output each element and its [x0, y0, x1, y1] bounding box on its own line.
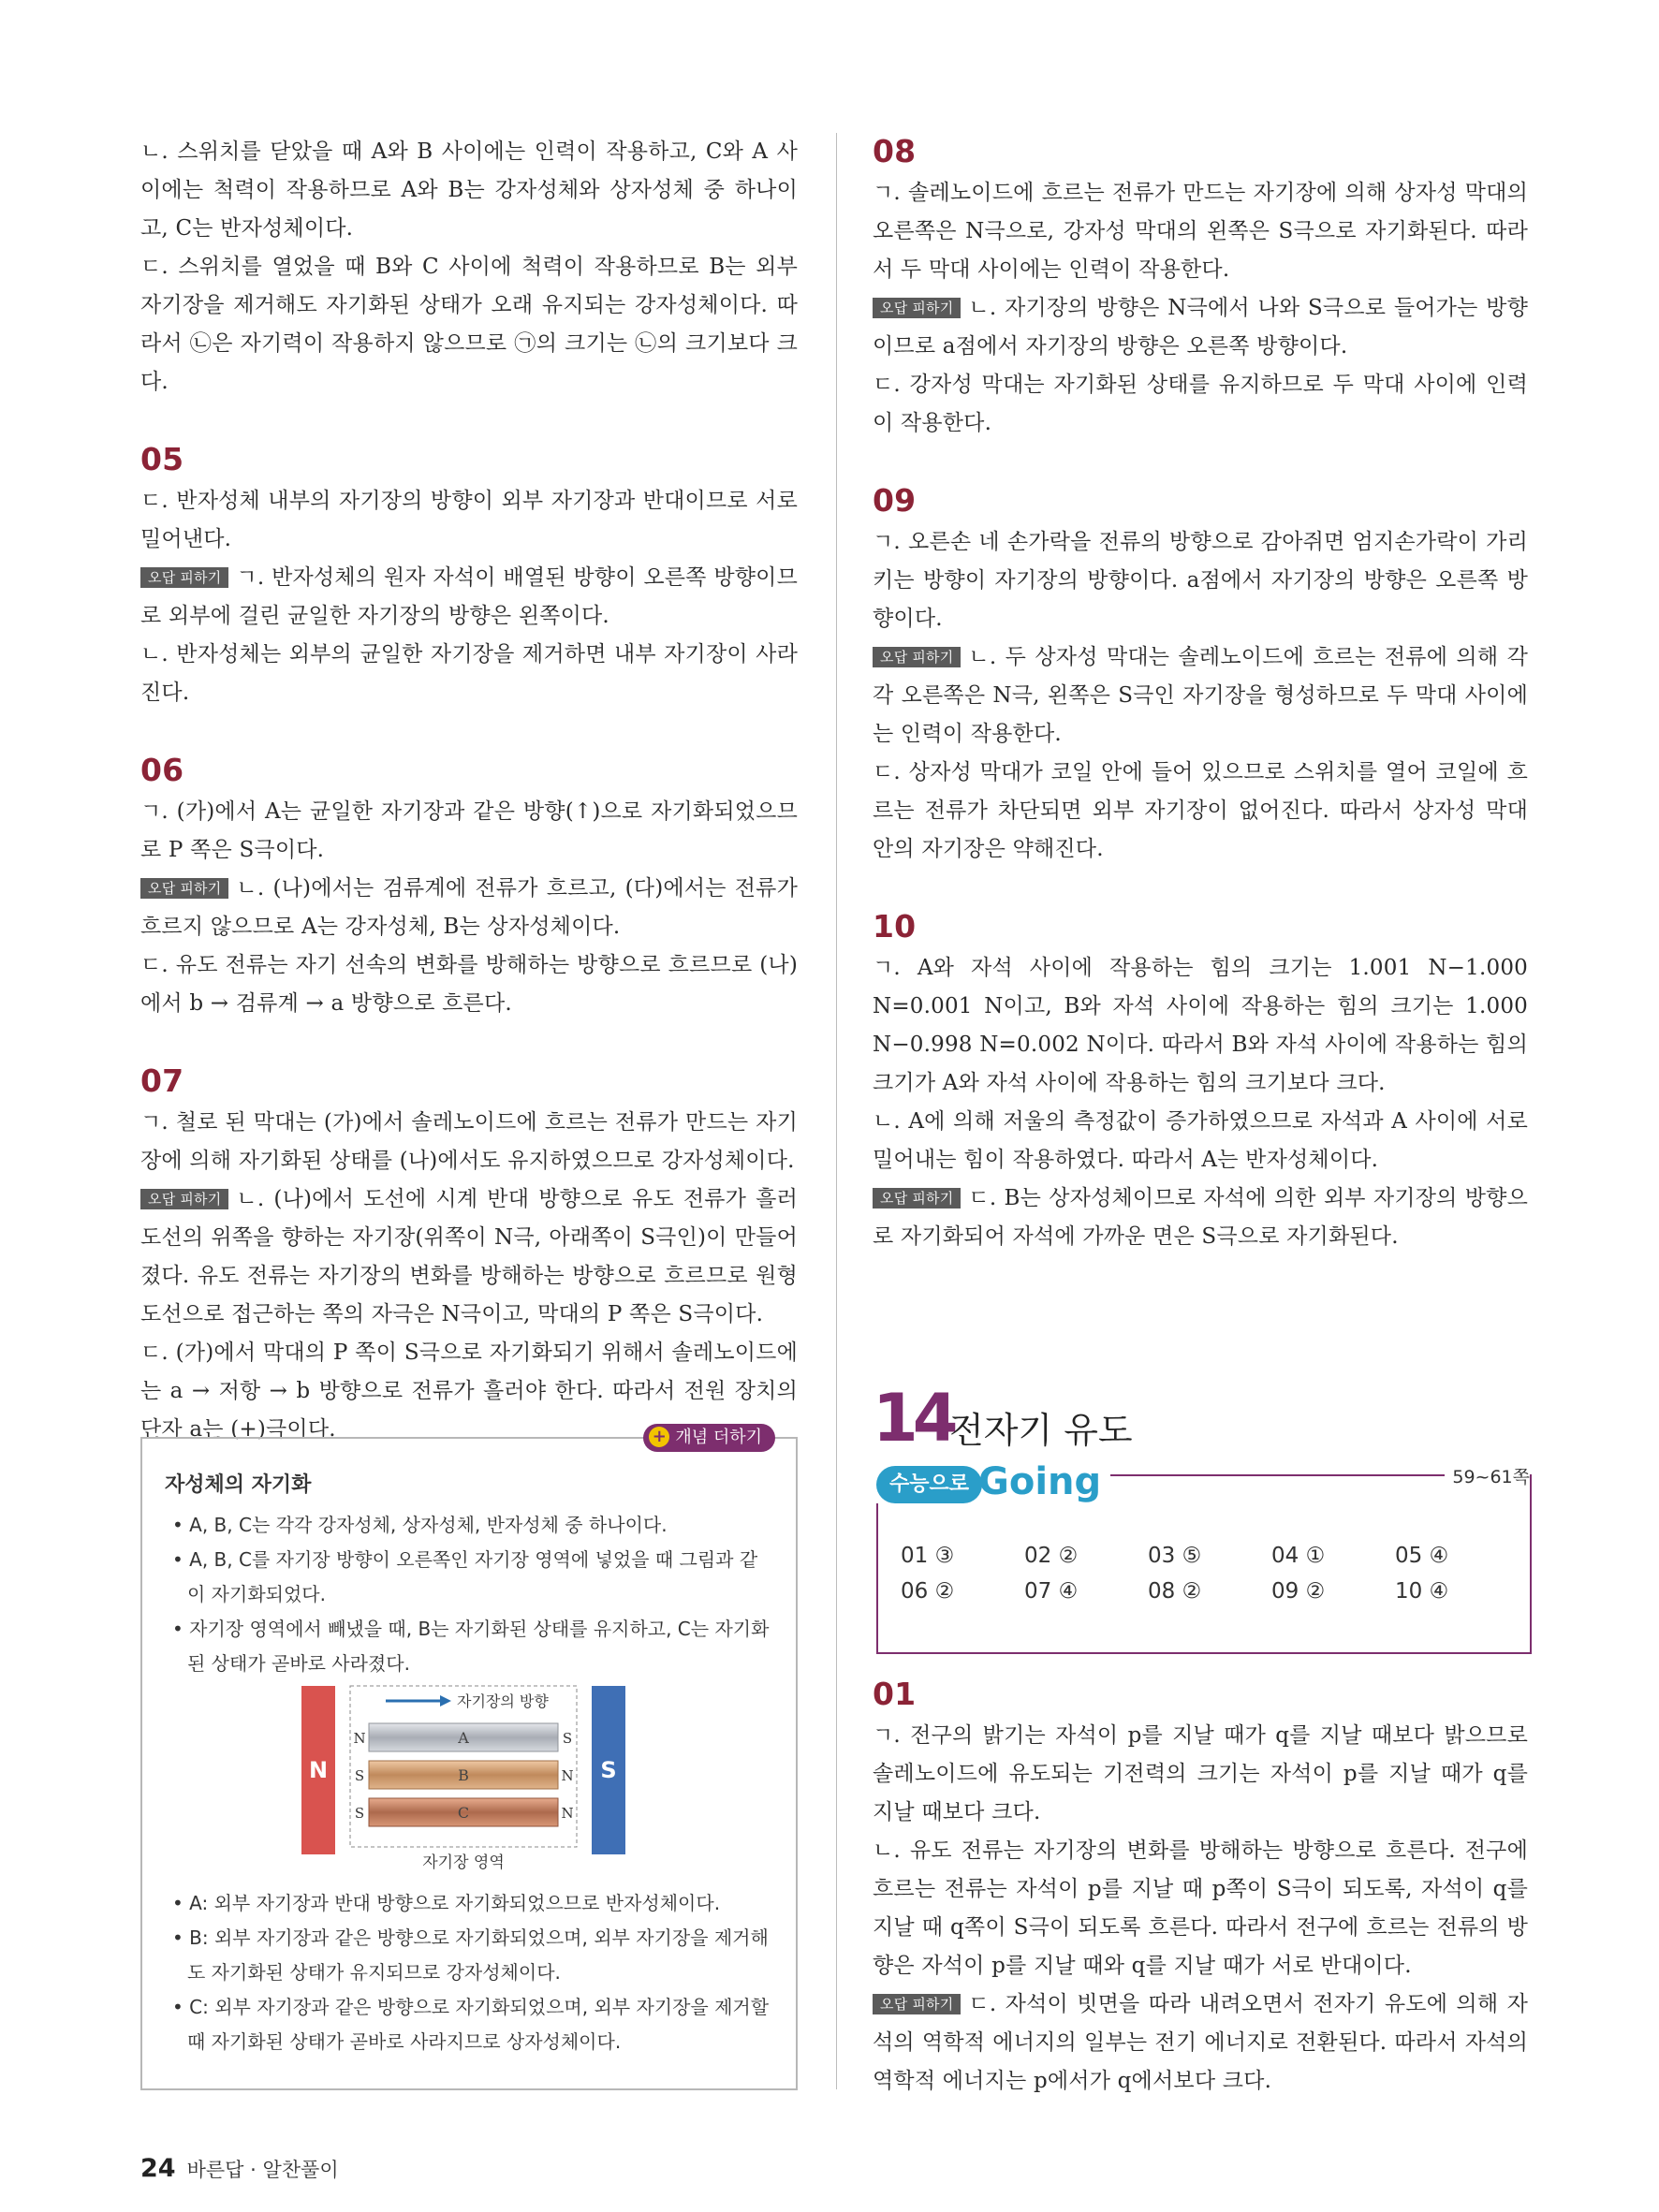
- question-number-08: 08: [873, 133, 917, 169]
- wrong-answer-tag: 오답 피하기: [140, 567, 228, 588]
- page-number: 24: [140, 2154, 176, 2183]
- bar-c-left-pole: S: [354, 1805, 365, 1822]
- bar-b-right-pole: N: [561, 1767, 574, 1784]
- answer-paragraph: 오답 피하기 ㄴ. 두 상자성 막대는 솔레노이드에 흐르는 전류에 의해 각각 오른쪽은 N극, 왼쪽은 S극인 자기장을 형성하므로 두 막대 사이에는 인력이 작용한다.: [873, 645, 1528, 746]
- book-title: 바른답 · 알찬풀이: [186, 2159, 339, 2181]
- bar-a-label: A: [458, 1729, 469, 1747]
- concept-list-top: [165, 1508, 773, 1681]
- wrong-answer-tag: 오답 피하기: [140, 1189, 228, 1209]
- answer-paragraph: 오답 피하기 ㄷ. 자석이 빗면을 따라 내려오면서 전자기 유도에 의해 자석의 역학적 에너지의 일부는 전기 에너지로 전환된다. 따라서 자석의 역학적 에너지는 p에서가 q에서보다 크다.: [873, 1992, 1528, 2093]
- chapter-number: 14: [873, 1380, 953, 1457]
- answer-paragraph: ㄴ. 스위치를 닫았을 때 A와 B 사이에는 인력이 작용하고, C와 A 사이에는 척력이 작용하므로 A와 B는 강자성체와 상자성체 중 하나이고, C는 반자성체이다.: [140, 139, 798, 241]
- wrong-answer-tag: 오답 피하기: [873, 1188, 961, 1209]
- chapter-title: 전자기 유도: [949, 1410, 1133, 1451]
- answer-item: 04 ①: [1271, 1544, 1326, 1568]
- chapter-header: [873, 1380, 1133, 1457]
- list-item: • B: 외부 자기장과 같은 방향으로 자기화되었으며, 외부 자기장을 제거해도 자기화된 상태가 유지되므로 강자성체이다.: [165, 1921, 773, 1990]
- concept-box: [140, 1427, 798, 2090]
- answer-paragraph: ㄷ. 유도 전류는 자기 선속의 변화를 방해하는 방향으로 흐르므로 (나)에서 b → 검류계 → a 방향으로 흐른다.: [140, 953, 798, 1016]
- right-column-bottom: [873, 1676, 1528, 2101]
- question-number-07: 07: [140, 1062, 184, 1099]
- answer-paragraph: 오답 피하기 ㄱ. 반자성체의 원자 자석이 배열된 방향이 오른쪽 방향이므로 외부에 걸린 균일한 자기장의 방향은 왼쪽이다.: [140, 565, 798, 628]
- bar-a-right-pole: S: [562, 1730, 573, 1747]
- answer-paragraph: ㄷ. 반자성체 내부의 자기장의 방향이 외부 자기장과 반대이므로 서로 밀어낸다.: [140, 489, 798, 551]
- wrong-answer-tag: 오답 피하기: [140, 878, 228, 899]
- magnet-n-label: N: [308, 1757, 329, 1783]
- question-number-06: 06: [140, 752, 184, 788]
- concept-list-bottom: [165, 1886, 773, 2059]
- answer-item: 06 ②: [901, 1579, 955, 1604]
- answer-paragraph: ㄴ. 반자성체는 외부의 균일한 자기장을 제거하면 내부 자기장이 사라진다.: [140, 642, 798, 705]
- answer-paragraph: 오답 피하기 ㄴ. (나)에서는 검류계에 전류가 흐르고, (다)에서는 전류가 흐르지 않으므로 A는 강자성체, B는 상자성체이다.: [140, 876, 798, 939]
- list-item: • A, B, C를 자기장 방향이 오른쪽인 자기장 영역에 넣었을 때 그림과 같이 자기화되었다.: [165, 1543, 773, 1612]
- answer-grid: [901, 1544, 1519, 1604]
- page-footer: [140, 2154, 339, 2183]
- page-range: 59~61쪽: [1445, 1463, 1530, 1488]
- column-divider: [836, 133, 837, 2089]
- magnetization-diagram: [301, 1680, 625, 1879]
- bar-b-left-pole: S: [354, 1767, 365, 1784]
- answer-item: 02 ②: [1024, 1544, 1079, 1568]
- bar-c-right-pole: N: [561, 1805, 574, 1822]
- concept-badge: + 개념 더하기: [643, 1424, 775, 1452]
- list-item: • C: 외부 자기장과 같은 방향으로 자기화되었으며, 외부 자기장을 제거할 때 자기화된 상태가 곧바로 사라지므로 상자성체이다.: [165, 1990, 773, 2059]
- magnet-s-label: S: [600, 1757, 617, 1783]
- answer-item: 10 ④: [1395, 1579, 1449, 1604]
- answer-paragraph: ㄱ. 오른손 네 손가락을 전류의 방향으로 감아쥐면 엄지손가락이 가리키는 방향이 자기장의 방향이다. a점에서 자기장의 방향은 오른쪽 방향이다.: [873, 530, 1528, 631]
- list-item: • A, B, C는 각각 강자성체, 상자성체, 반자성체 중 하나이다.: [165, 1508, 773, 1543]
- going-word: Going: [978, 1460, 1102, 1503]
- answer-item: 07 ④: [1024, 1579, 1079, 1604]
- answer-paragraph: ㄷ. 강자성 막대는 자기화된 상태를 유지하므로 두 막대 사이에 인력이 작용한다.: [873, 373, 1528, 435]
- right-column: [873, 133, 1528, 1256]
- wrong-answer-tag: 오답 피하기: [873, 1994, 961, 2014]
- answer-paragraph: ㄱ. 솔레노이드에 흐르는 전류가 만드는 자기장에 의해 상자성 막대의 오른쪽은 N극으로, 강자성 막대의 왼쪽은 S극으로 자기화된다. 따라서 두 막대 사이에는 인력이 작용한다.: [873, 181, 1528, 282]
- answer-paragraph: ㄷ. 스위치를 열었을 때 B와 C 사이에 척력이 작용하므로 B는 외부 자기장을 제거해도 자기화된 상태가 오래 유지되는 강자성체이다. 따라서 ㉡은 자기력이 작용하지 않으므로 ㉠의 크기는 ㉡의 크기보다 크다.: [140, 255, 798, 394]
- answer-item: 03 ⑤: [1148, 1544, 1202, 1568]
- answer-paragraph: 오답 피하기 ㄷ. B는 상자성체이므로 자석에 의한 외부 자기장의 방향으로 자기화되어 자석에 가까운 면은 S극으로 자기화된다.: [873, 1186, 1528, 1249]
- answer-paragraph: ㄷ. 상자성 막대가 코일 안에 들어 있으므로 스위치를 열어 코일에 흐르는 전류가 차단되면 외부 자기장이 없어진다. 따라서 상자성 막대 안의 자기장은 약해진다.: [873, 760, 1528, 861]
- plus-icon: +: [649, 1427, 669, 1447]
- going-label: 수능으로: [876, 1466, 982, 1503]
- question-number-01: 01: [873, 1676, 917, 1712]
- answer-item: 09 ②: [1271, 1579, 1326, 1604]
- arrow-head-icon: [440, 1695, 451, 1707]
- answer-paragraph: ㄱ. 전구의 밝기는 자석이 p를 지날 때가 q를 지날 때보다 밝으므로 솔레노이드에 유도되는 기전력의 크기는 자석이 p를 지날 때가 q를 지날 때보다 크다.: [873, 1723, 1528, 1824]
- question-number-10: 10: [873, 908, 917, 945]
- answer-paragraph: ㄷ. (가)에서 막대의 P 쪽이 S극으로 자기화되기 위해서 솔레노이드에는 a → 저항 → b 방향으로 전류가 흘러야 한다. 따라서 전원 장치의 단자 a는 (+)극이다.: [140, 1340, 798, 1442]
- concept-title: 자성체의 자기화: [165, 1473, 312, 1497]
- list-item: • 자기장 영역에서 빼냈을 때, B는 자기화된 상태를 유지하고, C는 자기화된 상태가 곧바로 사라졌다.: [165, 1612, 773, 1681]
- answer-key-box: [876, 1460, 1532, 1654]
- answer-item: 05 ④: [1395, 1544, 1449, 1568]
- wrong-answer-tag: 오답 피하기: [873, 298, 961, 318]
- answer-paragraph: ㄴ. 유도 전류는 자기장의 변화를 방해하는 방향으로 흐른다. 전구에 흐르는 전류는 자석이 p를 지날 때 p쪽이 S극이 되도록, 자석이 q를 지날 때 q쪽이 S극이 되도록 흐른다. 따라서 전구에 흐르는 전류의 방향은 자석이 p를 지날 때와 q를 지날 때가 서로 반대이다.: [873, 1838, 1528, 1978]
- list-item: • A: 외부 자기장과 반대 방향으로 자기화되었으므로 반자성체이다.: [165, 1886, 773, 1921]
- answer-paragraph: ㄴ. A에 의해 저울의 측정값이 증가하였으므로 자석과 A 사이에 서로 밀어내는 힘이 작용하였다. 따라서 A는 반자성체이다.: [873, 1109, 1528, 1172]
- bar-a-left-pole: N: [353, 1730, 366, 1747]
- answer-paragraph: 오답 피하기 ㄴ. 자기장의 방향은 N극에서 나와 S극으로 들어가는 방향이므로 a점에서 자기장의 방향은 오른쪽 방향이다.: [873, 296, 1528, 359]
- field-direction-label: 자기장의 방향: [457, 1692, 549, 1710]
- answer-item: 01 ③: [901, 1544, 955, 1568]
- answer-paragraph: ㄱ. 철로 된 막대는 (가)에서 솔레노이드에 흐르는 전류가 만드는 자기장에 의해 자기화된 상태를 (나)에서도 유지하였으므로 강자성체이다.: [140, 1110, 798, 1173]
- answer-item: 08 ②: [1148, 1579, 1202, 1604]
- question-number-05: 05: [140, 441, 184, 477]
- answer-paragraph: ㄱ. A와 자석 사이에 작용하는 힘의 크기는 1.001 N−1.000 N=0.001 N이고, B와 자석 사이에 작용하는 힘의 크기는 1.000 N−0.998 N=0.002 N이다. 따라서 B와 자석 사이에 작용하는 힘의 크기가 A와 자석 사이에 작용하는 힘의 크기보다 크다.: [873, 956, 1528, 1095]
- bar-c-label: C: [457, 1804, 470, 1822]
- field-region-label: 자기장 영역: [422, 1853, 505, 1872]
- left-column: [140, 133, 798, 1449]
- answer-paragraph: 오답 피하기 ㄴ. (나)에서 도선에 시계 반대 방향으로 유도 전류가 흘러 도선의 위쪽을 향하는 자기장(위쪽이 N극, 아래쪽이 S극인)이 만들어졌다. 유도 전류는 자기장의 변화를 방해하는 방향으로 흐르므로 원형 도선으로 접근하는 쪽의 자극은 N극이고, 막대의 P 쪽은 S극이다.: [140, 1187, 798, 1326]
- bar-b-label: B: [458, 1766, 469, 1784]
- going-logo: [876, 1460, 1110, 1503]
- question-number-09: 09: [873, 482, 917, 519]
- wrong-answer-tag: 오답 피하기: [873, 647, 961, 667]
- answer-paragraph: ㄱ. (가)에서 A는 균일한 자기장과 같은 방향(↑)으로 자기화되었으므로 P 쪽은 S극이다.: [140, 799, 798, 862]
